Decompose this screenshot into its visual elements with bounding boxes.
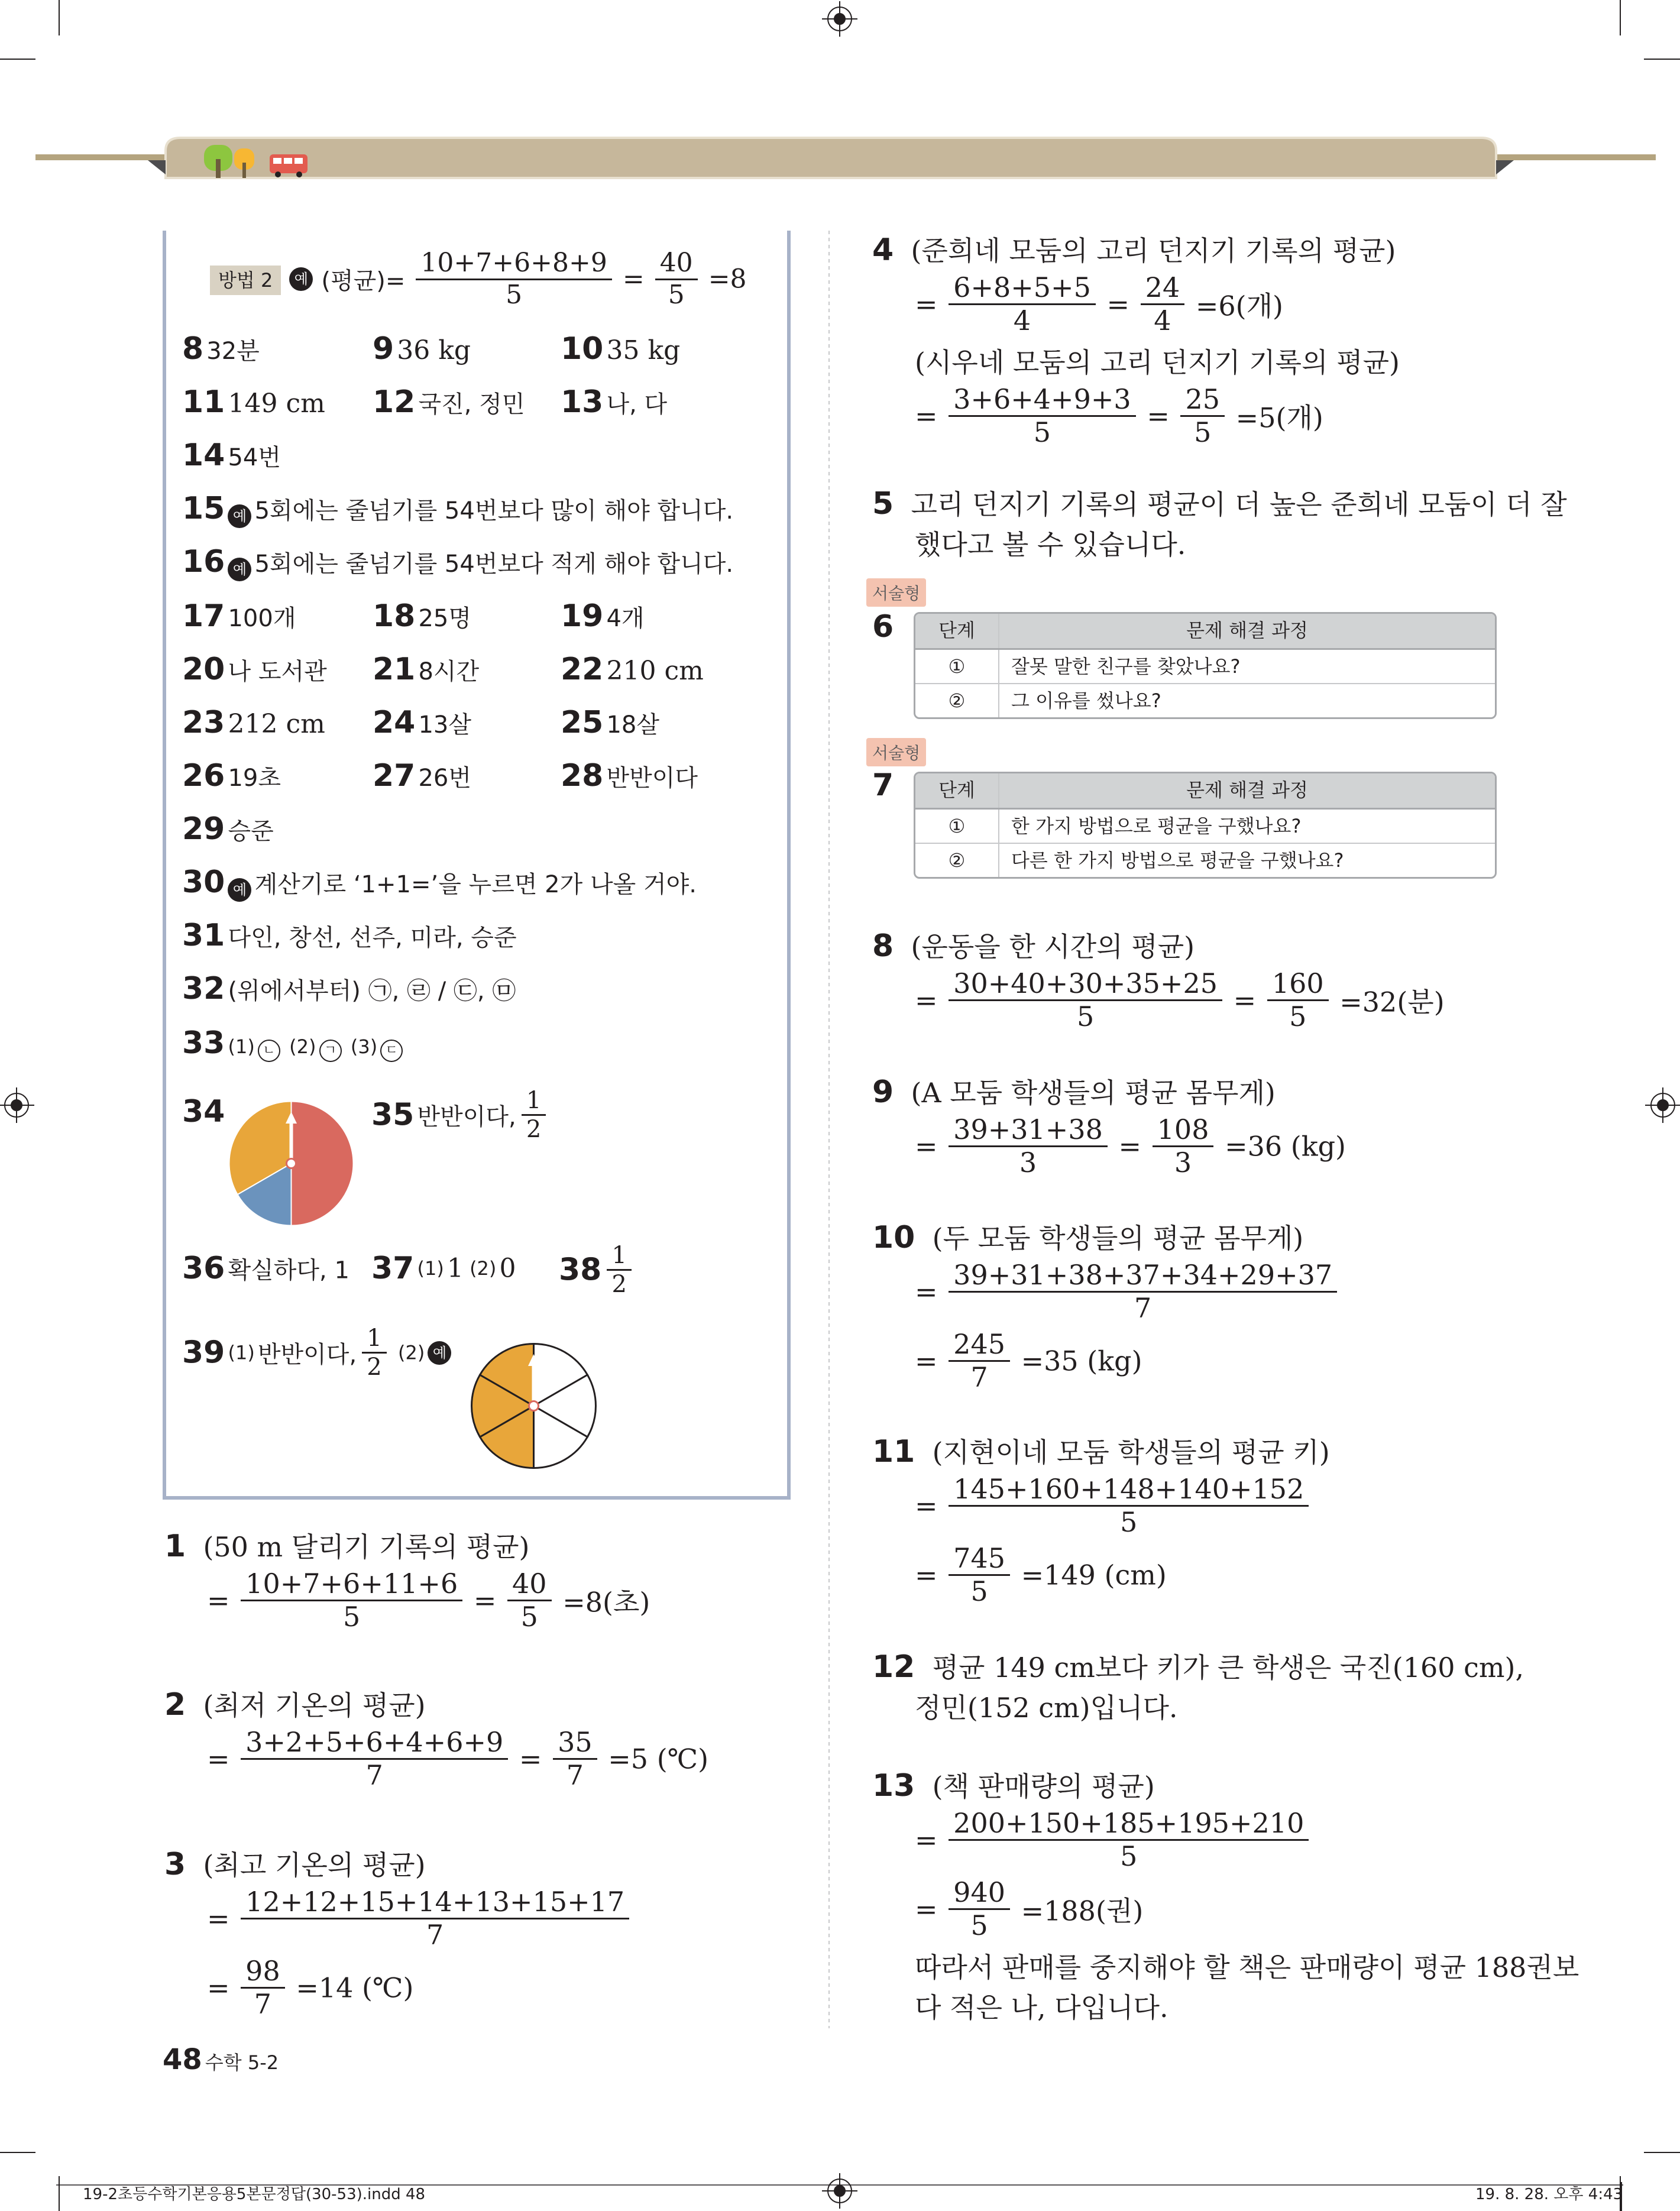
fraction-numerator: 40 [507,1568,552,1601]
equals-sign: = [1233,984,1257,1017]
solution-12 [872,1647,1524,1728]
item-number: 6 [872,609,894,645]
answer-16 [182,544,733,581]
item-number: 17 [182,598,225,634]
answer-value: 13살 [418,711,472,739]
equals-sign: = [915,984,938,1017]
item-number: 18 [373,598,416,634]
answer-value: 0 [499,1253,516,1284]
table-cell: 한 가지 방법으로 평균을 구했나요? [1011,815,1302,837]
answer-31 [182,918,517,953]
fraction-denominator: 2 [526,1116,542,1143]
equals-sign: = [915,400,938,432]
answer-27 [373,758,471,794]
fraction-numerator: 1 [607,1242,631,1271]
item-number: 8 [872,928,894,964]
answer-value: 100개 [228,605,296,632]
answer-value: 32분 [206,338,260,365]
fraction-denominator: 5 [1033,416,1051,448]
item-number: 15 [182,491,225,526]
descriptive-badge: 서술형 [866,578,926,607]
answer-28 [561,758,698,794]
part-label: (1) [417,1257,444,1280]
answer-33 [182,1025,403,1062]
part-label: (2) [289,1035,316,1058]
solution-title: (운동을 한 시간의 평균) [911,931,1195,963]
fraction-numerator: 40 [655,248,698,280]
answer-37 [371,1251,516,1286]
solution-11 [872,1431,1330,1607]
answer-30 [182,865,697,902]
header-bar [35,133,1656,180]
item-number: 29 [182,811,225,847]
equals-sign: = [519,1743,542,1775]
answer-23 [182,705,325,740]
answer-34 [182,1094,225,1129]
fraction-denominator: 5 [970,1909,988,1941]
item-number: 11 [872,1434,915,1469]
answer-18 [373,598,471,634]
solution-4 [872,229,1400,448]
fraction-denominator: 7 [254,1987,272,2020]
solution-title: (최고 기온의 평균) [203,1849,426,1881]
table-header: 문제 해결 과정 [1186,619,1308,642]
answer-8 [182,331,260,367]
fraction-denominator: 5 [343,1600,361,1633]
item-number: 13 [561,384,604,420]
fraction-denominator: 5 [506,279,523,310]
fraction-denominator: 7 [365,1759,383,1791]
equals-sign: = [915,1130,938,1163]
fraction-denominator: 7 [970,1361,988,1393]
item-number: 19 [561,598,604,634]
fraction-numerator: 200+150+185+195+210 [949,1808,1309,1841]
equals-sign: = [915,1276,938,1308]
answer-value: 다인, 창선, 선주, 미라, 승준 [228,924,517,951]
table-cell: 잘못 말한 친구를 찾았나요? [1011,655,1241,678]
fraction-denominator: 5 [1120,1506,1138,1538]
example-mark: 예 [289,267,313,291]
answer-32 [182,971,516,1006]
answer-value: 계산기로 ‘1+1=’을 누르면 2가 나올 거야. [254,871,697,898]
circled-consonant: ㄴ [258,1040,280,1062]
method2-badge: 방법 2 [210,266,281,295]
equals-sign: = [473,1584,497,1617]
answer-value: 210 cm [606,656,704,686]
equals-sign: = [915,1893,938,1925]
rubric-table-7 [914,772,1497,879]
solution-text: 따라서 판매를 중지해야 할 책은 판매량이 평균 188권보 [915,1951,1579,1983]
solution-title: (최저 기온의 평균) [203,1689,426,1721]
table-cell: ② [915,844,999,877]
method2-label: (평균)= [321,267,406,295]
fraction-numerator: 1 [522,1087,546,1116]
fraction-denominator: 5 [668,279,685,310]
equals-sign: = [207,1902,230,1935]
answer-39 [182,1325,451,1381]
answer-24 [373,705,471,740]
fraction-numerator: 245 [949,1329,1010,1362]
fraction-denominator: 4 [1154,304,1171,336]
spinner-34 [228,1100,355,1227]
method2-line [210,248,747,310]
solution-text: 했다고 볼 수 있습니다. [915,529,1186,561]
fraction-denominator: 3 [1019,1146,1037,1179]
solution-6-number [872,609,894,645]
item-number: 33 [182,1025,225,1061]
part-label: (1) [228,1341,255,1364]
fraction-numerator: 745 [949,1543,1010,1576]
result: =6(개) [1195,290,1283,322]
item-number: 37 [371,1251,415,1286]
fraction-denominator: 5 [1289,1000,1307,1032]
table-header: 문제 해결 과정 [1186,779,1308,801]
fraction-numerator: 145+160+148+140+152 [949,1474,1309,1507]
result: =5 (℃) [608,1743,709,1775]
item-number: 34 [182,1094,225,1129]
result: =188(권) [1021,1895,1144,1927]
answer-29 [182,811,274,847]
solution-5 [872,484,1567,565]
fraction-denominator: 4 [1013,304,1031,336]
result: =8 [708,264,747,294]
fraction-numerator: 12+12+15+14+13+15+17 [241,1886,629,1919]
fraction-numerator: 35 [553,1727,597,1760]
solution-3 [164,1844,632,2020]
equals-sign: = [1147,400,1170,432]
answer-9 [373,331,471,367]
column-divider [828,231,830,2028]
item-number: 32 [182,971,225,1006]
result: =14 (℃) [296,1972,414,2004]
table-cell: 그 이유를 썼나요? [1011,689,1161,712]
answer-value: 212 cm [228,709,325,739]
result: =5(개) [1235,402,1323,434]
item-number: 31 [182,918,225,953]
answer-value: 26번 [418,765,472,792]
solution-7-number [872,768,894,803]
item-number: 22 [561,652,604,687]
item-number: 10 [872,1220,915,1255]
answer-value: 19초 [228,765,281,792]
item-number: 21 [373,652,416,687]
fraction-numerator: 39+31+38 [949,1114,1108,1147]
rubric-table-6 [914,612,1497,719]
fraction-denominator: 5 [1120,1840,1138,1872]
item-number: 24 [373,705,416,740]
solution-text: 정민(152 cm)입니다. [915,1692,1178,1724]
table-header: 단계 [915,773,999,808]
item-number: 26 [182,758,225,794]
item-number: 20 [182,652,225,687]
item-number: 39 [182,1335,225,1371]
item-number: 30 [182,865,225,900]
descriptive-badge: 서술형 [866,738,926,766]
equals-sign: = [207,1743,230,1775]
fraction-numerator: 25 [1180,384,1225,417]
equals-sign: = [915,1559,938,1591]
answer-value: 36 kg [397,335,471,365]
fraction-numerator: 10+7+6+8+9 [416,248,611,280]
answer-value: 35 kg [606,335,681,365]
page-subject: 수학 5-2 [205,2051,279,2074]
item-number: 38 [559,1252,602,1288]
answer-value: 반반이다 [606,765,698,792]
answer-17 [182,598,296,634]
item-number: 28 [561,758,604,794]
item-number: 9 [872,1074,894,1110]
table-cell: ② [915,684,999,717]
solution-subtitle: (시우네 모둠의 고리 던지기 기록의 평균) [915,346,1400,378]
fraction-denominator: 5 [970,1575,988,1607]
part-label: (1) [228,1035,255,1058]
part-label: (2) [397,1341,425,1364]
item-number: 3 [164,1847,186,1882]
item-number: 12 [872,1649,915,1685]
answer-25 [561,705,659,740]
answer-value: 4개 [606,605,645,632]
table-cell: 다른 한 가지 방법으로 평균을 구했나요? [1011,849,1344,872]
equals-sign: = [622,264,645,294]
answer-15 [182,491,733,528]
fraction-numerator: 30+40+30+35+25 [949,968,1222,1001]
item-number: 11 [182,384,225,420]
example-mark: 예 [228,558,251,581]
item-number: 8 [182,331,204,367]
part-label: (3) [350,1035,378,1058]
fraction-numerator: 1 [362,1325,386,1354]
item-number: 16 [182,544,225,580]
solution-10 [872,1217,1339,1393]
example-mark: 예 [428,1341,451,1365]
item-number: 36 [182,1251,225,1286]
item-number: 25 [561,705,604,740]
answer-20 [182,652,327,687]
fraction-denominator: 2 [367,1354,382,1381]
answer-value: 확실하다, 1 [228,1257,349,1284]
item-number: 23 [182,705,225,740]
answer-19 [561,598,645,634]
answer-14 [182,438,281,473]
equals-sign: = [915,1345,938,1377]
fraction-denominator: 7 [566,1759,584,1791]
table-cell: ① [915,810,999,843]
answer-value: 54번 [228,444,281,471]
item-number: 4 [872,232,894,268]
fraction-denominator: 3 [1174,1146,1192,1179]
result: =149 (cm) [1021,1559,1167,1591]
equals-sign: = [915,1490,938,1522]
item-number: 12 [373,384,416,420]
answer-21 [373,652,479,687]
result: =35 (kg) [1021,1345,1142,1377]
fraction-denominator: 5 [1076,1000,1095,1032]
fraction-numerator: 3+6+4+9+3 [949,384,1136,417]
answer-10 [561,331,680,367]
spinner-39 [470,1342,597,1469]
item-number: 35 [371,1097,415,1133]
fraction-numerator: 108 [1153,1114,1214,1147]
fraction-numerator: 39+31+38+37+34+29+37 [949,1260,1337,1293]
fraction-numerator: 160 [1267,968,1329,1001]
result: =8(초) [562,1586,650,1618]
solution-text: 고리 던지기 기록의 평균이 더 높은 준희네 모둠이 더 잘 [911,488,1567,520]
fraction-numerator: 24 [1141,272,1185,305]
solution-8 [872,925,1445,1032]
spinner-section-red [292,1102,354,1226]
answer-value: 149 cm [228,389,325,419]
example-mark: 예 [228,504,251,528]
slug-date: 19. 8. 28. 오후 4:43 [1475,2186,1623,2203]
equals-sign: = [207,1584,230,1617]
item-number: 9 [373,331,394,367]
item-number: 27 [373,758,416,794]
item-number: 5 [872,486,894,522]
result: =32(분) [1339,986,1445,1018]
answer-value: 반반이다, [257,1341,357,1368]
fraction-numerator: 940 [949,1877,1010,1910]
answer-11 [182,384,325,420]
page-footer [163,2043,279,2076]
answer-36 [182,1251,349,1286]
equals-sign: = [915,288,938,321]
slug-filename: 19-2초등수학기본응용5본문정답(30-53).indd 48 [83,2186,426,2203]
item-number: 2 [164,1687,186,1723]
answer-value: 반반이다, [417,1103,516,1131]
answer-26 [182,758,281,794]
part-label: (2) [470,1257,497,1280]
answer-value: 5회에는 줄넘기를 54번보다 적게 해야 합니다. [254,551,734,578]
answer-value: 1 [446,1253,464,1284]
item-number: 7 [872,768,894,803]
item-number: 14 [182,438,225,473]
equals-sign: = [915,1824,938,1856]
result: =36 (kg) [1225,1130,1346,1163]
answer-22 [561,652,704,687]
solution-text: 평균 149 cm보다 키가 큰 학생은 국진(160 cm), [932,1652,1524,1684]
table-header: 단계 [915,614,999,648]
equals-sign: = [1106,288,1130,321]
answer-value: 18살 [606,711,660,739]
answer-13 [561,384,667,420]
solution-1 [164,1526,650,1633]
answer-35 [371,1087,548,1143]
answer-38 [559,1242,634,1298]
answer-value: 나 도서관 [228,658,327,685]
solution-title: (책 판매량의 평균) [932,1770,1155,1802]
equals-sign: = [1118,1130,1142,1163]
fraction-numerator: 10+7+6+11+6 [241,1568,462,1601]
solution-title: (준희네 모둠의 고리 던지기 기록의 평균) [911,235,1396,267]
fraction-denominator: 7 [426,1918,444,1951]
fraction-denominator: 7 [1134,1291,1152,1324]
circled-consonant: ㄱ [319,1040,342,1062]
solution-13 [872,1765,1579,2028]
solution-title: (두 모둠 학생들의 평균 몸무게) [932,1222,1304,1254]
fraction-numerator: 6+8+5+5 [949,272,1096,305]
fraction-denominator: 2 [611,1271,627,1298]
page-number: 48 [163,2043,202,2076]
solution-title: (지현이네 모둠 학생들의 평균 키) [932,1436,1330,1468]
fraction-numerator: 98 [241,1956,285,1989]
answer-value: 5회에는 줄넘기를 54번보다 많이 해야 합니다. [254,497,734,525]
solution-2 [164,1684,708,1791]
item-number: 10 [561,331,604,367]
circled-consonant: ㄷ [380,1040,403,1062]
solution-9 [872,1071,1346,1179]
answer-value: (위에서부터) ㉠, ㉣ / ㉢, ㉤ [228,977,516,1005]
table-cell: ① [915,650,999,683]
fraction-denominator: 5 [1194,416,1212,448]
fraction-denominator: 5 [520,1600,538,1633]
answer-value: 8시간 [418,658,480,685]
solution-text: 다 적은 나, 다입니다. [915,1991,1168,2024]
item-number: 13 [872,1768,915,1804]
answer-value: 승준 [228,818,274,845]
fraction-numerator: 3+2+5+6+4+6+9 [241,1727,508,1760]
equals-sign: = [207,1972,230,2004]
item-number: 1 [164,1529,186,1564]
solution-title: (A 모둠 학생들의 평균 몸무게) [911,1077,1276,1109]
answer-value: 국진, 정민 [418,391,525,418]
solution-title: (50 m 달리기 기록의 평균) [203,1531,530,1563]
answer-value: 나, 다 [606,391,668,418]
answer-value: 25명 [418,605,472,632]
example-mark: 예 [228,878,251,902]
answer-12 [373,384,525,420]
